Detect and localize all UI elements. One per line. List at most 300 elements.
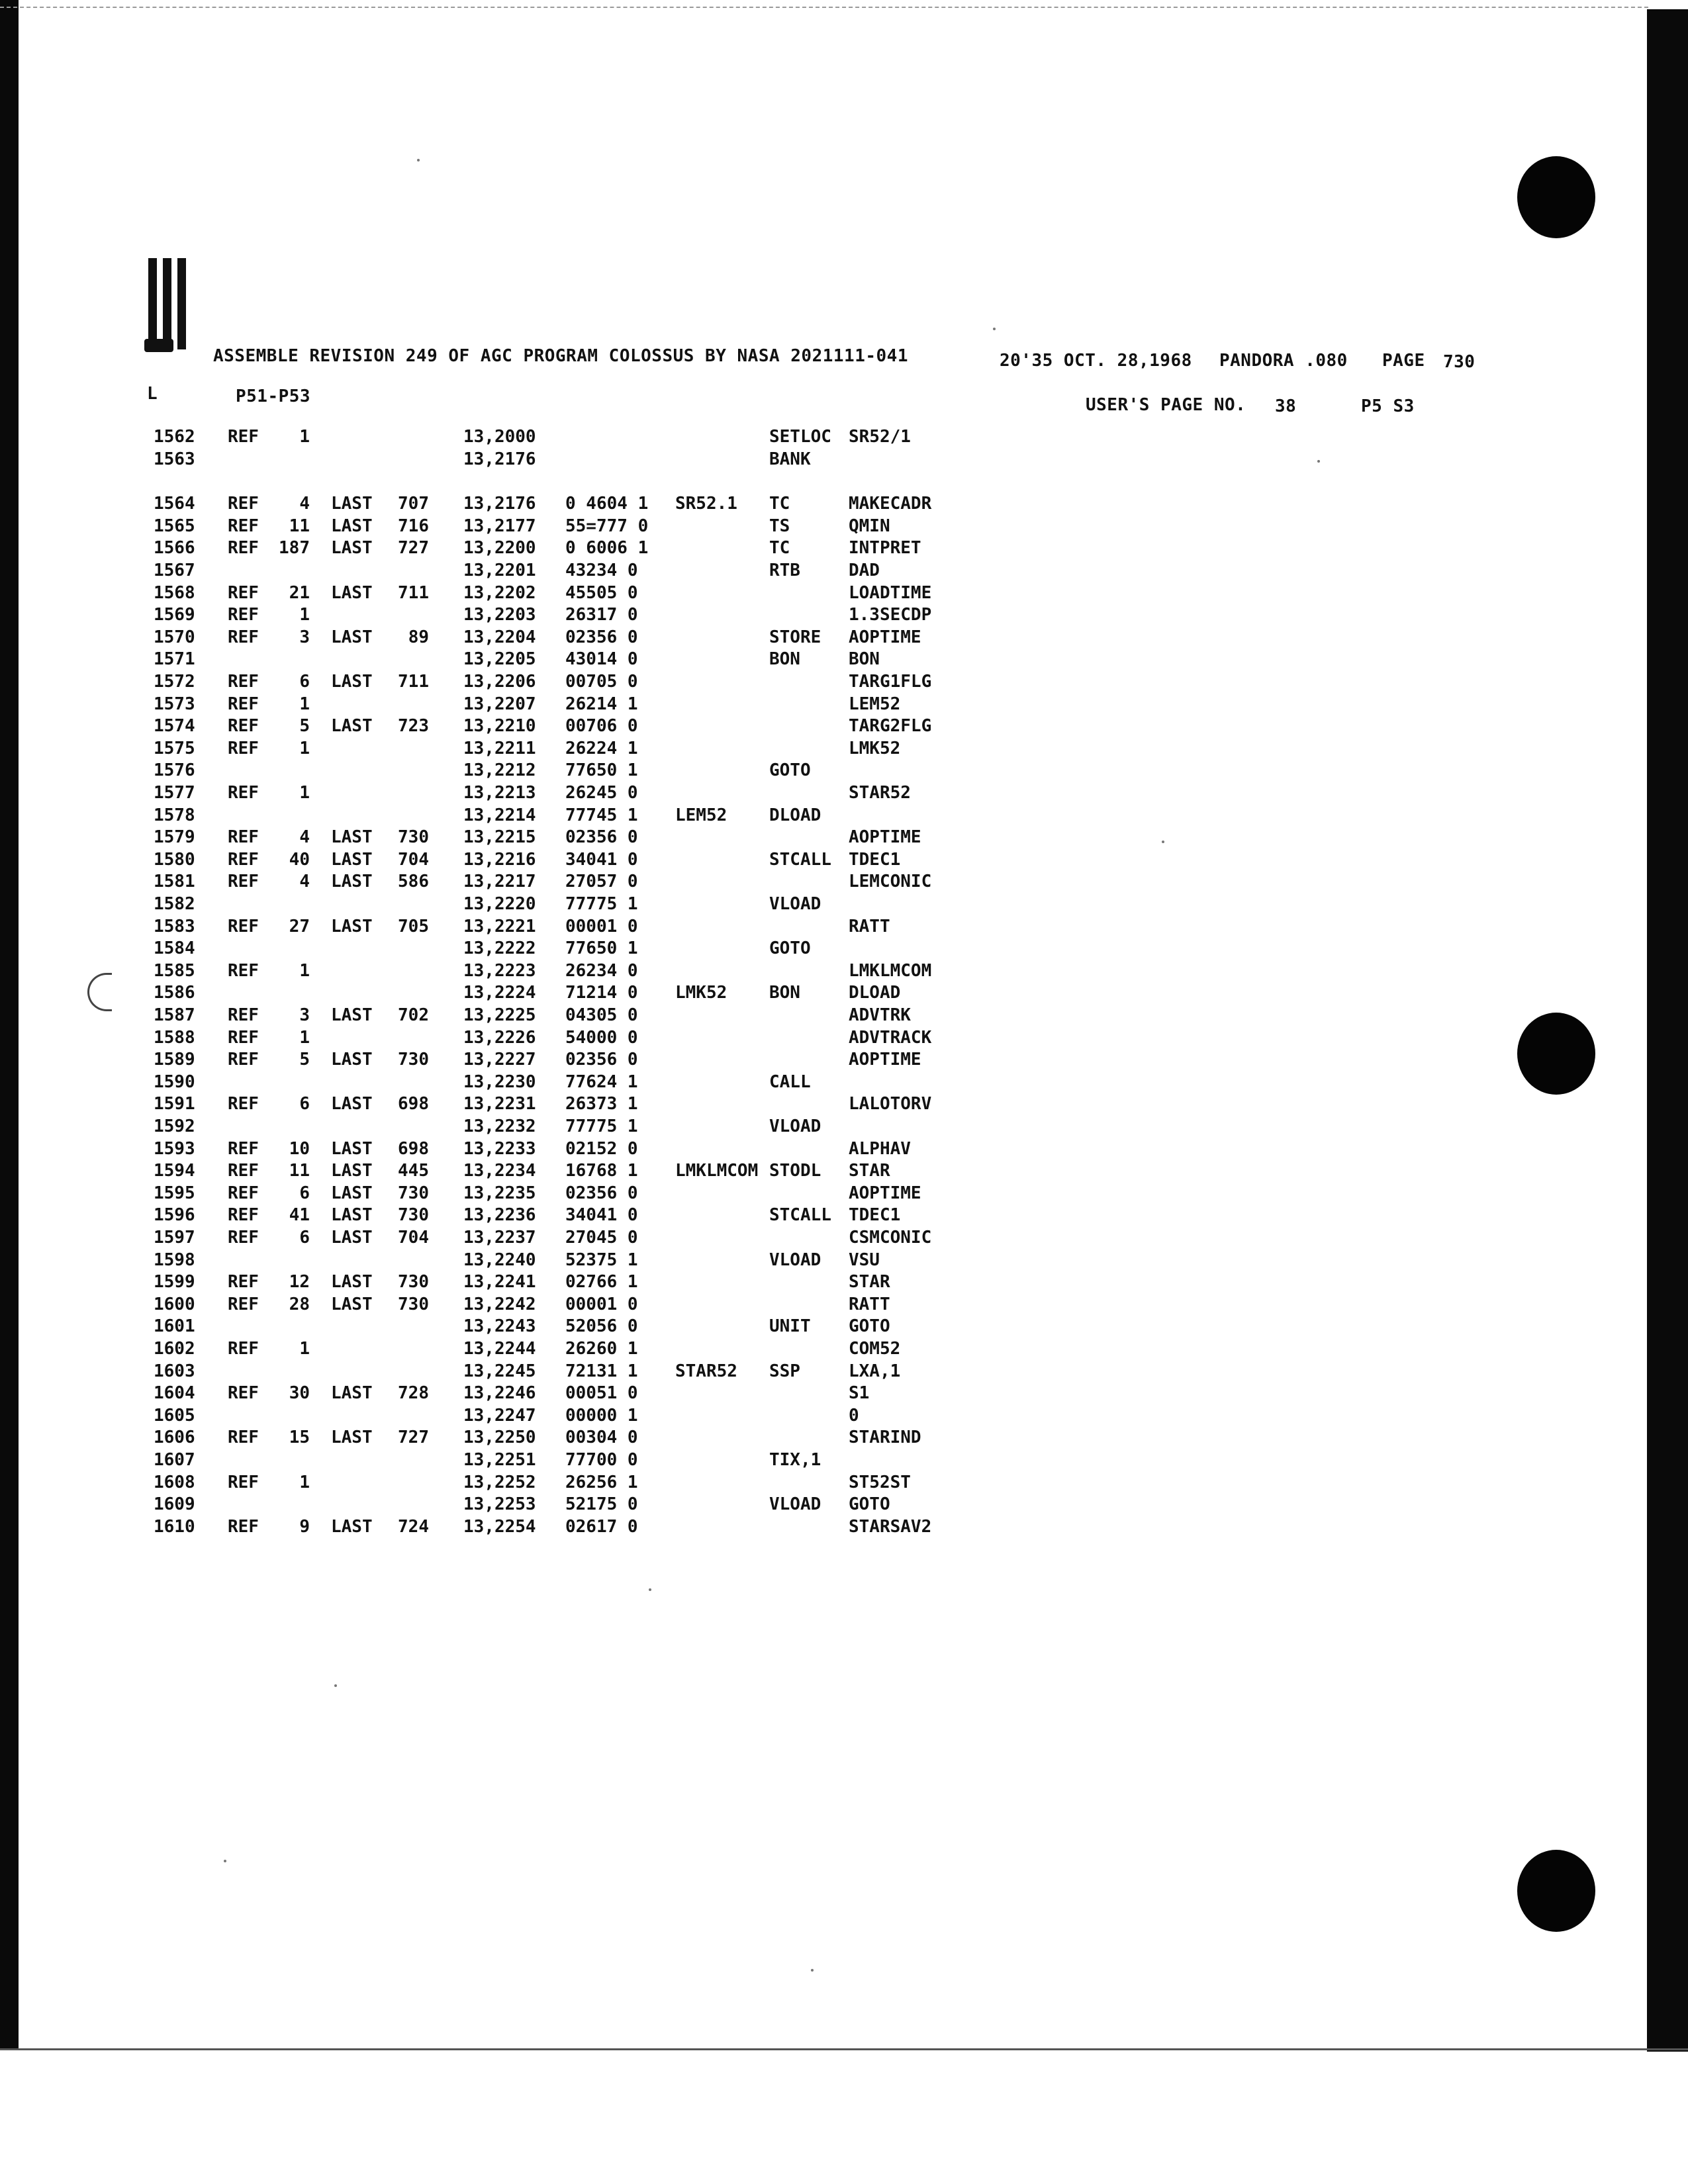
last-page: 727 <box>398 1428 429 1448</box>
ref-count: 4 <box>299 872 310 892</box>
ref-marker: REF <box>228 916 259 936</box>
octal-word: 0 4604 1 <box>565 494 649 514</box>
listing-row <box>0 917 993 939</box>
opcode: VLOAD <box>769 1494 821 1515</box>
last-label: LAST <box>331 582 373 603</box>
address: 13,2234 <box>463 1161 536 1181</box>
line-number: 1581 <box>154 872 195 892</box>
last-label: LAST <box>331 1138 373 1159</box>
symbol-label: STAR52 <box>675 1361 737 1381</box>
octal-word: 52375 1 <box>565 1250 638 1270</box>
octal-word: 52056 0 <box>565 1316 638 1337</box>
ref-marker: REF <box>228 1027 259 1048</box>
ref-count: 3 <box>299 627 310 647</box>
last-label: LAST <box>331 1005 373 1025</box>
ref-count: 40 <box>289 849 310 870</box>
section-name: P51-P53 <box>236 387 311 406</box>
ref-count: 41 <box>289 1205 310 1226</box>
octal-word: 26234 0 <box>565 960 638 981</box>
octal-word: 16768 1 <box>565 1161 638 1181</box>
listing-system: PANDORA .080 <box>1219 351 1348 371</box>
listing-row <box>0 760 993 783</box>
octal-word: 02152 0 <box>565 1138 638 1159</box>
ref-marker: REF <box>228 1516 259 1537</box>
user-page-number: 38 <box>1275 396 1297 416</box>
ref-count: 10 <box>289 1138 310 1159</box>
listing-row <box>0 850 993 872</box>
last-page: 704 <box>398 1228 429 1248</box>
line-number: 1600 <box>154 1294 195 1314</box>
operand: AOPTIME <box>849 627 921 647</box>
address: 13,2254 <box>463 1516 536 1537</box>
last-page: 728 <box>398 1383 429 1404</box>
listing-row <box>0 805 993 828</box>
operand: SR52/1 <box>849 427 911 447</box>
listing-row <box>0 1050 993 1072</box>
listing-row <box>0 894 993 917</box>
punch-hole-top <box>1517 156 1595 238</box>
opcode: CALL <box>769 1071 811 1092</box>
octal-word: 00304 0 <box>565 1428 638 1448</box>
last-page: 698 <box>398 1094 429 1115</box>
opcode: TC <box>769 494 790 514</box>
address: 13,2233 <box>463 1138 536 1159</box>
line-number: 1576 <box>154 760 195 781</box>
ref-count: 6 <box>299 1228 310 1248</box>
corner-mark: P5 S3 <box>1361 396 1415 416</box>
ref-marker: REF <box>228 538 259 559</box>
listing-row <box>0 605 993 627</box>
ref-marker: REF <box>228 1138 259 1159</box>
octal-word: 27057 0 <box>565 872 638 892</box>
address: 13,2214 <box>463 805 536 825</box>
line-number: 1608 <box>154 1472 195 1492</box>
address: 13,2223 <box>463 960 536 981</box>
ref-count: 11 <box>289 516 310 536</box>
listing-row <box>0 716 993 739</box>
last-label: LAST <box>331 672 373 692</box>
address: 13,2225 <box>463 1005 536 1025</box>
opcode: BANK <box>769 449 811 469</box>
octal-word: 02356 0 <box>565 627 638 647</box>
octal-word: 34041 0 <box>565 1205 638 1226</box>
operand: LMK52 <box>849 738 901 758</box>
octal-word: 55=777 0 <box>565 516 649 536</box>
ref-count: 5 <box>299 716 310 737</box>
ref-marker: REF <box>228 827 259 848</box>
listing-row <box>0 872 993 894</box>
line-number: 1590 <box>154 1071 195 1092</box>
opcode: STORE <box>769 627 821 647</box>
address: 13,2232 <box>463 1116 536 1136</box>
opcode: TIX,1 <box>769 1450 821 1470</box>
listing-row <box>0 739 993 761</box>
last-page: 730 <box>398 1205 429 1226</box>
scan-speck <box>1162 841 1164 843</box>
ref-count: 6 <box>299 1094 310 1115</box>
user-page-label: USER'S PAGE NO. <box>1086 395 1246 415</box>
ref-count: 187 <box>279 538 310 559</box>
opcode: SETLOC <box>769 427 831 447</box>
octal-word: 02356 0 <box>565 827 638 848</box>
listing-row <box>0 672 993 694</box>
ref-count: 1 <box>299 1339 310 1359</box>
ref-marker: REF <box>228 849 259 870</box>
listing-row <box>0 938 993 961</box>
line-number: 1599 <box>154 1272 195 1293</box>
octal-word: 00000 1 <box>565 1405 638 1426</box>
opcode: BON <box>769 983 800 1003</box>
operand: STARSAV2 <box>849 1516 932 1537</box>
last-page: 704 <box>398 849 429 870</box>
address: 13,2200 <box>463 538 536 559</box>
listing-row <box>0 1272 993 1295</box>
last-page: 724 <box>398 1516 429 1537</box>
octal-word: 04305 0 <box>565 1005 638 1025</box>
last-page: 727 <box>398 538 429 559</box>
last-page: 698 <box>398 1138 429 1159</box>
last-page: 730 <box>398 1272 429 1293</box>
operand: LOADTIME <box>849 582 932 603</box>
operand: ADVTRK <box>849 1005 911 1025</box>
listing-row <box>0 1094 993 1116</box>
ref-count: 4 <box>299 494 310 514</box>
address: 13,2201 <box>463 561 536 580</box>
listing-row <box>0 783 993 805</box>
line-number: 1580 <box>154 849 195 870</box>
address: 13,2177 <box>463 516 536 536</box>
operand: VSU <box>849 1250 880 1270</box>
octal-word: 77775 1 <box>565 1116 638 1136</box>
last-label: LAST <box>331 1428 373 1448</box>
operand: GOTO <box>849 1316 890 1337</box>
line-number: 1588 <box>154 1027 195 1048</box>
operand: AOPTIME <box>849 827 921 848</box>
listing-row <box>0 1183 993 1206</box>
line-number: 1565 <box>154 516 195 536</box>
ref-marker: REF <box>228 738 259 758</box>
opcode: VLOAD <box>769 1250 821 1270</box>
operand: STAR52 <box>849 783 911 803</box>
address: 13,2206 <box>463 672 536 692</box>
opcode: DLOAD <box>769 805 821 825</box>
address: 13,2244 <box>463 1339 536 1359</box>
octal-word: 72131 1 <box>565 1361 638 1381</box>
operand: LMKLMCOM <box>849 960 932 981</box>
ref-count: 6 <box>299 1183 310 1203</box>
octal-word: 26256 1 <box>565 1472 638 1492</box>
ref-count: 28 <box>289 1294 310 1314</box>
line-number: 1602 <box>154 1339 195 1359</box>
address: 13,2205 <box>463 649 536 670</box>
listing-title: ASSEMBLE REVISION 249 OF AGC PROGRAM COLOSSUS BY NASA 2021111-041 <box>213 346 908 366</box>
address: 13,2237 <box>463 1228 536 1248</box>
address: 13,2207 <box>463 694 536 714</box>
address: 13,2226 <box>463 1027 536 1048</box>
address: 13,2251 <box>463 1450 536 1470</box>
address: 13,2176 <box>463 494 536 514</box>
operand: STARIND <box>849 1428 921 1448</box>
operand: MAKECADR <box>849 494 932 514</box>
last-page: 730 <box>398 1183 429 1203</box>
ref-count: 27 <box>289 916 310 936</box>
last-label: LAST <box>331 916 373 936</box>
left-marker: L <box>147 384 158 404</box>
ref-marker: REF <box>228 1228 259 1248</box>
ref-marker: REF <box>228 516 259 536</box>
octal-word: 45505 0 <box>565 582 638 603</box>
last-label: LAST <box>331 1272 373 1293</box>
last-page: 711 <box>398 672 429 692</box>
ref-count: 1 <box>299 783 310 803</box>
listing-row <box>0 827 993 850</box>
opcode: VLOAD <box>769 1116 821 1136</box>
last-page: 723 <box>398 716 429 737</box>
ref-marker: REF <box>228 1294 259 1314</box>
listing-row <box>0 1383 993 1406</box>
last-label: LAST <box>331 1161 373 1181</box>
ref-count: 21 <box>289 582 310 603</box>
octal-word: 77700 0 <box>565 1450 638 1470</box>
ref-count: 1 <box>299 1472 310 1492</box>
line-number: 1573 <box>154 694 195 714</box>
octal-word: 00705 0 <box>565 672 638 692</box>
last-label: LAST <box>331 1050 373 1070</box>
last-page: 716 <box>398 516 429 536</box>
listing-row <box>0 1339 993 1361</box>
page-top-border <box>0 7 1648 8</box>
address: 13,2250 <box>463 1428 536 1448</box>
line-number: 1578 <box>154 805 195 825</box>
line-number: 1574 <box>154 716 195 737</box>
listing-row <box>0 1517 993 1539</box>
ref-marker: REF <box>228 1094 259 1115</box>
line-number: 1570 <box>154 627 195 647</box>
ref-count: 3 <box>299 1005 310 1025</box>
address: 13,2215 <box>463 827 536 848</box>
last-label: LAST <box>331 1183 373 1203</box>
last-label: LAST <box>331 538 373 559</box>
listing-timestamp: 20'35 OCT. 28,1968 <box>1000 351 1192 371</box>
octal-word: 26373 1 <box>565 1094 638 1115</box>
octal-word: 00001 0 <box>565 916 638 936</box>
octal-word: 0 6006 1 <box>565 538 649 559</box>
ref-count: 1 <box>299 738 310 758</box>
ref-marker: REF <box>228 960 259 981</box>
line-number: 1607 <box>154 1450 195 1470</box>
last-page: 702 <box>398 1005 429 1025</box>
octal-word: 77624 1 <box>565 1071 638 1092</box>
ref-count: 4 <box>299 827 310 848</box>
operand: LEMCONIC <box>849 872 932 892</box>
last-label: LAST <box>331 516 373 536</box>
listing-row <box>0 1428 993 1450</box>
address: 13,2245 <box>463 1361 536 1381</box>
listing-row <box>0 1205 993 1228</box>
opcode: RTB <box>769 561 800 580</box>
line-number: 1563 <box>154 449 195 469</box>
last-label: LAST <box>331 849 373 870</box>
octal-word: 02356 0 <box>565 1050 638 1070</box>
operand: DAD <box>849 561 880 580</box>
listing-row <box>0 1295 993 1317</box>
listing-row <box>0 961 993 983</box>
listing-row <box>0 1361 993 1384</box>
last-page: 730 <box>398 1050 429 1070</box>
octal-word: 02766 1 <box>565 1272 638 1293</box>
ref-marker: REF <box>228 605 259 625</box>
opcode: STODL <box>769 1161 821 1181</box>
opcode: SSP <box>769 1361 800 1381</box>
ref-marker: REF <box>228 582 259 603</box>
operand: LALOTORV <box>849 1094 932 1115</box>
ref-count: 11 <box>289 1161 310 1181</box>
scan-speck <box>417 159 420 161</box>
scan-speck <box>811 1969 814 1972</box>
octal-word: 71214 0 <box>565 983 638 1003</box>
address: 13,2243 <box>463 1316 536 1337</box>
scan-speck <box>1317 460 1320 463</box>
ref-count: 9 <box>299 1516 310 1537</box>
line-number: 1605 <box>154 1405 195 1426</box>
scan-speck <box>649 1588 651 1591</box>
listing-row <box>0 449 993 472</box>
address: 13,2202 <box>463 582 536 603</box>
line-number: 1595 <box>154 1183 195 1203</box>
listing-row <box>0 516 993 539</box>
address: 13,2240 <box>463 1250 536 1270</box>
ref-count: 15 <box>289 1428 310 1448</box>
ref-marker: REF <box>228 1383 259 1404</box>
octal-word: 02356 0 <box>565 1183 638 1203</box>
ref-marker: REF <box>228 494 259 514</box>
listing-row <box>0 427 993 449</box>
ref-count: 5 <box>299 1050 310 1070</box>
listing-row <box>0 1139 993 1161</box>
operand: STAR <box>849 1161 890 1181</box>
line-number: 1577 <box>154 783 195 803</box>
opcode: BON <box>769 649 800 670</box>
listing-row <box>0 983 993 1005</box>
opcode: TC <box>769 538 790 559</box>
last-page: 586 <box>398 872 429 892</box>
symbol-label: LEM52 <box>675 805 727 825</box>
page-label: PAGE <box>1382 351 1425 371</box>
address: 13,2212 <box>463 760 536 781</box>
opcode: STCALL <box>769 849 831 870</box>
address: 13,2242 <box>463 1294 536 1314</box>
address: 13,2222 <box>463 938 536 959</box>
ref-marker: REF <box>228 427 259 447</box>
listing-row <box>0 1450 993 1473</box>
address: 13,2247 <box>463 1405 536 1426</box>
octal-word: 54000 0 <box>565 1027 638 1048</box>
line-number: 1564 <box>154 494 195 514</box>
ref-marker: REF <box>228 672 259 692</box>
line-number: 1587 <box>154 1005 195 1025</box>
octal-word: 26245 0 <box>565 783 638 803</box>
scan-speck <box>993 328 996 330</box>
address: 13,2210 <box>463 716 536 737</box>
address: 13,2220 <box>463 894 536 914</box>
listing-row <box>0 538 993 561</box>
line-number: 1586 <box>154 983 195 1003</box>
opcode: TS <box>769 516 790 536</box>
line-number: 1594 <box>154 1161 195 1181</box>
octal-word: 00706 0 <box>565 716 638 737</box>
octal-word: 43014 0 <box>565 649 638 670</box>
listing-row <box>0 1406 993 1428</box>
listing-row <box>0 1161 993 1183</box>
operand: TARG2FLG <box>849 716 932 737</box>
address: 13,2224 <box>463 983 536 1003</box>
line-number: 1596 <box>154 1205 195 1226</box>
last-label: LAST <box>331 716 373 737</box>
octal-word: 34041 0 <box>565 849 638 870</box>
address: 13,2216 <box>463 849 536 870</box>
line-number: 1571 <box>154 649 195 670</box>
operand: LXA,1 <box>849 1361 901 1381</box>
punch-hole-bottom <box>1517 1850 1595 1932</box>
operand: GOTO <box>849 1494 890 1515</box>
ref-count: 1 <box>299 427 310 447</box>
listing-row <box>0 627 993 650</box>
symbol-label: LMK52 <box>675 983 727 1003</box>
octal-word: 02617 0 <box>565 1516 638 1537</box>
listing-row <box>0 1316 993 1339</box>
address: 13,2204 <box>463 627 536 647</box>
address: 13,2211 <box>463 738 536 758</box>
address: 13,2246 <box>463 1383 536 1404</box>
address: 13,2176 <box>463 449 536 469</box>
line-number: 1584 <box>154 938 195 959</box>
octal-word: 52175 0 <box>565 1494 638 1515</box>
page-number: 730 <box>1443 352 1476 372</box>
octal-word: 43234 0 <box>565 561 638 580</box>
opcode: STCALL <box>769 1205 831 1226</box>
ref-marker: REF <box>228 1272 259 1293</box>
octal-word: 26224 1 <box>565 738 638 758</box>
last-label: LAST <box>331 1294 373 1314</box>
address: 13,2252 <box>463 1472 536 1492</box>
line-number: 1597 <box>154 1228 195 1248</box>
last-label: LAST <box>331 1094 373 1115</box>
address: 13,2213 <box>463 783 536 803</box>
line-number: 1579 <box>154 827 195 848</box>
line-number: 1572 <box>154 672 195 692</box>
punch-hole-middle <box>1517 1013 1595 1095</box>
ref-marker: REF <box>228 627 259 647</box>
octal-word: 26260 1 <box>565 1339 638 1359</box>
address: 13,2235 <box>463 1183 536 1203</box>
line-number: 1603 <box>154 1361 195 1381</box>
scan-speck <box>224 1860 226 1862</box>
address: 13,2217 <box>463 872 536 892</box>
last-page: 711 <box>398 582 429 603</box>
operand: COM52 <box>849 1339 901 1359</box>
last-page: 707 <box>398 494 429 514</box>
operand: ALPHAV <box>849 1138 911 1159</box>
last-label: LAST <box>331 1516 373 1537</box>
ref-marker: REF <box>228 1005 259 1025</box>
line-number: 1562 <box>154 427 195 447</box>
operand: LEM52 <box>849 694 901 714</box>
last-label: LAST <box>331 827 373 848</box>
operand: TDEC1 <box>849 849 901 870</box>
line-number: 1593 <box>154 1138 195 1159</box>
last-page: 89 <box>408 627 429 647</box>
listing-row <box>0 694 993 717</box>
